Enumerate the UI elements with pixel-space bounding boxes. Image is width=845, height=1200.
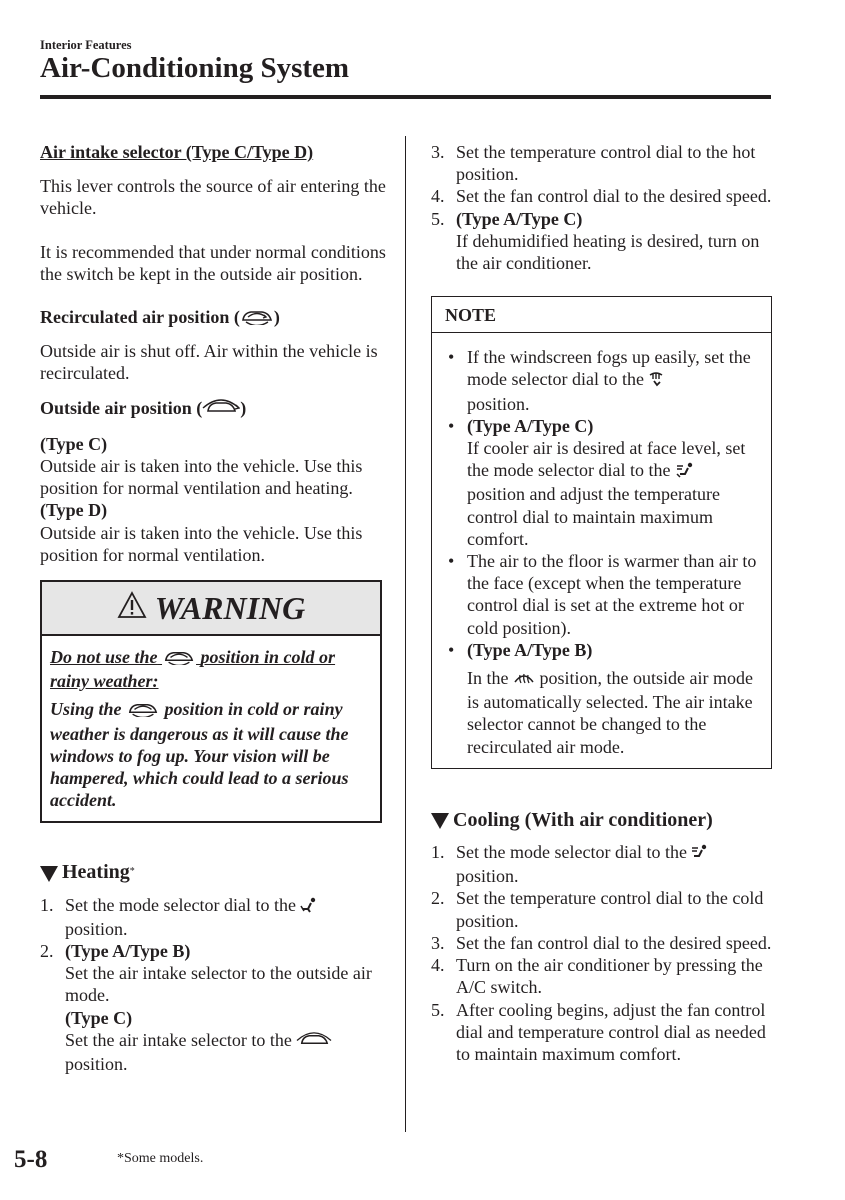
section-triangle-icon xyxy=(40,866,58,882)
air-intake-heading: Air intake selector (Type C/Type D) xyxy=(40,142,314,162)
air-intake-recommendation: It is recommended that under normal conditions the switch be kept in the outside air position. xyxy=(40,241,386,284)
left-column xyxy=(40,141,390,1075)
heating-steps-continued xyxy=(431,141,776,274)
recirculated-air-icon xyxy=(126,700,160,722)
page-number: 5-8 xyxy=(14,1146,48,1173)
list-item: 2. (Type A/Type B) Set the air intake selector to the outside air mode. (Type C) Set the air intake selector to the position. xyxy=(40,941,372,1075)
recirculated-air-icon xyxy=(162,648,196,670)
note-item: • If the windscreen fogs up easily, set the mode selector dial to the position. xyxy=(448,347,751,414)
note-box xyxy=(431,296,772,769)
outside-air-icon xyxy=(202,398,240,421)
warning-line-1: Do not use the position in cold or rainy weather: xyxy=(50,647,336,692)
cooling-heading: Cooling (With air conditioner) xyxy=(431,809,776,831)
column-divider xyxy=(405,136,406,1132)
footnote: *Some models. xyxy=(117,1151,204,1166)
list-item: 4. Set the fan control dial to the desired speed. xyxy=(431,186,772,207)
recirculated-heading: Recirculated air position ( ) xyxy=(40,306,390,330)
list-item: 2. Set the temperature control dial to the cold position. xyxy=(431,888,764,931)
floor-mode-icon xyxy=(300,896,318,918)
defroster-icon xyxy=(513,669,535,691)
list-item: 1. Set the mode selector dial to the position. xyxy=(431,841,776,887)
list-item: 5. (Type A/Type C) If dehumidified heating is desired, turn on the air conditioner. xyxy=(431,208,760,274)
warning-body xyxy=(42,636,380,821)
list-item: 1. Set the mode selector dial to the position. xyxy=(40,894,390,940)
list-item: 3. Set the temperature control dial to the hot position. xyxy=(431,142,756,185)
section-label: Interior Features xyxy=(40,38,132,52)
list-item: 3. Set the fan control dial to the desired speed. xyxy=(431,932,772,953)
list-item: 4. Turn on the air conditioner by pressing the A/C switch. xyxy=(431,955,763,998)
cooling-steps xyxy=(431,841,776,1065)
header-rule xyxy=(40,95,771,99)
warning-header xyxy=(42,582,380,636)
outside-air-icon xyxy=(296,1031,332,1053)
warning-triangle-icon xyxy=(117,591,147,624)
warning-title: WARNING xyxy=(154,589,306,626)
note-item: • (Type A/Type C) If cooler air is desired at face level, set the mode selector dial to the position and adjust the temperature control dial to maintain maximum comfort. xyxy=(448,415,746,549)
type-d-label: (Type D) xyxy=(40,500,108,521)
type-c-label: (Type C) xyxy=(40,433,108,454)
recirculated-text: Outside air is shut off. Air within the vehicle is recirculated. xyxy=(40,341,378,384)
recirculated-air-icon xyxy=(240,307,274,330)
note-body xyxy=(432,333,771,768)
list-item: 5. After cooling begins, adjust the fan control dial and temperature control dial as needed to maintain maximum comfort. xyxy=(431,999,766,1064)
note-item: • (Type A/Type B) In the position, the outside air mode is automatically selected. The air intake selector cannot be changed to the recirculated air mode. xyxy=(448,639,753,757)
type-d-text: Outside air is taken into the vehicle. Use this position for normal ventilation. xyxy=(40,522,363,565)
heating-heading: Heating * xyxy=(40,861,390,883)
right-column xyxy=(431,141,776,1065)
defrost-floor-icon xyxy=(648,370,664,392)
note-title: NOTE xyxy=(432,297,771,333)
air-intake-intro: This lever controls the source of air entering the vehicle. xyxy=(40,176,386,219)
type-c-text: Outside air is taken into the vehicle. Use this position for normal ventilation and heating. xyxy=(40,456,363,499)
warning-line-2: Using the position in cold or rainy weather is dangerous as it will cause the windows to fog up. Your vision will be hampered, which could lead to a serious accident. xyxy=(50,699,349,811)
face-mode-icon xyxy=(691,843,709,865)
outside-air-heading: Outside air position ( ) xyxy=(40,397,390,421)
warning-box xyxy=(40,580,382,823)
note-item: • The air to the floor is warmer than air to the face (except when the temperature control dial is set at the extreme hot or cold position). xyxy=(448,551,757,638)
page-title: Air-Conditioning System xyxy=(40,52,350,84)
section-triangle-icon xyxy=(431,813,449,829)
bi-level-mode-icon xyxy=(675,461,695,483)
heating-steps xyxy=(40,894,390,1076)
